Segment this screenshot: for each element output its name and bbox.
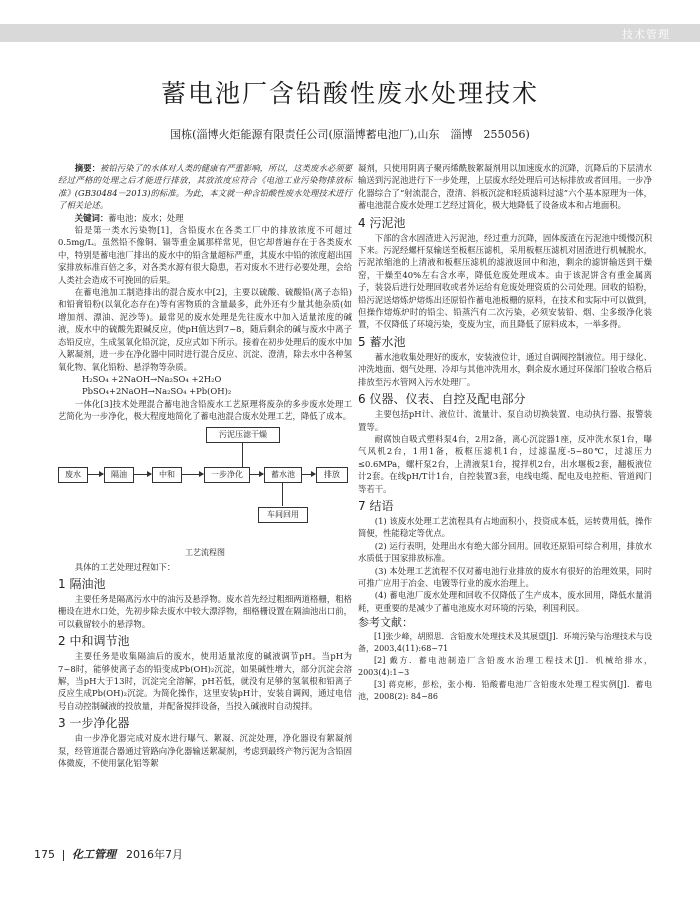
equation: H₂SO₄ +2NaOH→Na₂SO₄ +2H₂O <box>82 373 222 384</box>
reference-item: [1]张少峰，胡照思．含铅废水处理技术及其展望[J]．环境污染与治理技术与设备，2003,4(11):68~71 <box>358 631 652 653</box>
author-line: 国栋(淄博火炬能源有限责任公司(原淄博蓄电池厂),山东 淄博 255056) <box>170 128 530 141</box>
magazine-name: 化工管理 <box>72 848 116 861</box>
article-title: 蓄电池厂含铅酸性废水处理技术 <box>160 79 539 108</box>
equation: PbSO₄+2NaOH→Na₂SO₄ +Pb(OH)₂ <box>82 386 232 397</box>
flow-arrow <box>133 474 151 475</box>
keywords-label: 关键词： <box>74 212 109 223</box>
right-column <box>358 162 652 703</box>
flow-box-oil-sep: 隔油 <box>104 467 134 483</box>
reference-item: [3] 蒋克彬，彭松，张小梅．铅酸蓄电池厂含铅废水处理工程实例[J]．蓄电池，2008(2): 84~86 <box>358 679 652 701</box>
abstract <box>58 162 352 212</box>
section-heading: 2 中和调节池 <box>58 634 130 649</box>
flow-line <box>242 442 243 467</box>
process-flow-chart <box>58 425 352 575</box>
flow-line <box>282 482 283 506</box>
paragraph: 主要包括pH计、液位计、流量计、泵自动切换装置、电动执行器、报警装置等。 <box>358 409 652 432</box>
flow-arrow <box>249 474 263 475</box>
issue-date: 2016年7月 <box>126 848 183 861</box>
paragraph: 凝剂，只使用阴离子聚丙烯酰胺絮凝剂用以加速废水的沉降，沉降后的下层清水输送到污泥池进行下一步处理，上层废水经处理后可达标排放或者回用。一步净化器综合了“射流混合，澄清、斜板沉淀和轻质滤料过滤”六个基本原理为一体，蓄电池混合废水处理工艺经过简化，极大地降低了设备成本和占地面积。 <box>358 163 652 211</box>
section-heading: 3 一步净化器 <box>58 716 130 731</box>
paragraph: 主要任务是隔离污水中的油污及悬浮物。废水首先经过粗细两道格栅，粗格栅设在进水口处，先初步除去废水中较大漂浮物，细格栅设置在隔油池出口前，可以截留较小的悬浮物。 <box>58 593 352 629</box>
section-heading: 6 仪器、仪表、自控及配电部分 <box>358 392 526 407</box>
left-column <box>58 162 352 769</box>
header-band <box>0 24 700 42</box>
paragraph: (3) 本处理工艺流程不仅对蓄电池行业排放的废水有很好的治理效果，同时可推广应用于冶金、电镀等行业的废水治理上。 <box>358 565 652 588</box>
paragraph: 下部的含水固渣进入污泥池，经过重力沉降，固体废渣在污泥池中缓慢沉积下来。污泥经螺杆泵输送至板框压滤机，采用板框压滤机对固渣进行机械脱水，污泥浓缩池的上清液和板框压滤机的滤液返回中和池，剩余的滤饼输送到干燥窑，干燥至40%左右含水率，降低危废处理成本。由于该泥饼含有重金属离子，装袋后进行处理回收或者外运给有危废处理资质的公司处理。回收的铅粉，铅污泥送熔炼炉熔炼出还原铅作蓄电池板栅的原料，在技术和实际中可以做到，但操作熔炼炉时的铅尘、铅蒸汽有二次污染，必须安装铅、烟、尘多级净化装置，不仅降低了环境污染，变废为宝，而且降低了原料成本，一举多得。 <box>358 232 652 330</box>
section-heading: 7 结语 <box>358 498 394 513</box>
section-heading: 5 蓄水池 <box>358 334 406 349</box>
paragraph: (4) 蓄电池厂废水处理和回收不仅降低了生产成本，废水回用，降低水量消耗，更重要的是减少了蓄电池废水对环境的污染，利国利民。 <box>358 590 652 613</box>
footer-divider <box>63 850 64 861</box>
flow-arrow <box>87 474 103 475</box>
flow-box-reservoir: 蓄水池 <box>264 467 302 483</box>
paragraph: (1) 该废水处理工艺流程具有占地面积小，投资成本低，运转费用低，操作简便，性能稳定等优点。 <box>358 515 652 539</box>
paragraph: 主要任务是收集隔油后的废水，使用适量浓度的碱液调节pH。当pH为7~8时，能够使离子态的铅变成Pb(OH)₂沉淀，如果碱性增大，部分沉淀会溶解，当pH大于13时，沉淀完全溶解，pH若低，就没有足够的氢氧根和铅离子反应生成Pb(OH)₂沉淀。为简化操作，这里安装pH计，安装自调阀，通过电信号自动控制碱液的投放量，并配备搅拌设备，当投入碱液时自动搅拌。 <box>58 651 352 711</box>
section-label: 技术管理 <box>622 28 670 41</box>
paragraph: 铅是第一类水污染物[1]，含铅废水在各类工厂中的排放浓度不可超过0.5mg/L。虽然铅不像铜、镉等重金属那样常见，但它却普遍存在于各类废水中，特别是蓄电池厂排出的废水中的铅含量超标严重，其废水中铅的浓度超出国家排放标准百倍之多，对各类水源有很大隐患，若对废水不进行必要处理，会给人类社会造成不可挽回的后果。 <box>58 225 352 285</box>
abstract-text: 被铅污染了的水体对人类的健康有严重影响，所以，这类废水必须要经过严格的处理之后才能进行排放，其放浓度应符合《电池工业污染物排放标准》(GB30484－2013)的标准。为此，本文就一种含铅酸性废水处理技术进行了相关论述。 <box>58 163 352 211</box>
section-heading: 4 污泥池 <box>358 215 406 230</box>
paragraph: 蓄水池收集处理好的废水，安装液位计，通过自调阀控制液位。用于绿化、冲洗地面、烟气处理、冷却与其他冲洗用水，剩余废水通过环保部门验收合格后排放至污水管网入污水处理厂。 <box>358 351 652 387</box>
flow-box-sludge-press: 污泥压滤干燥 <box>206 427 280 443</box>
paragraph: 耐腐蚀自吸式塑料泵4台，2用2备，离心沉淀器1座，反冲洗水泵1台，曝气风机2台，1用1备，板框压滤机1台，过滤温度-5~80℃，过滤压力≤0.6MPa，螺杆泵2台，上清液泵1台，搅拌机2台，出水堰板2套，翻板液位计2套。在线pH/T计1台，自控装置3套，电线电缆、配电及电控柜、管道阀门等若干。 <box>358 433 652 494</box>
flow-box-wastewater: 废水 <box>58 467 88 483</box>
paragraph: 一体化[3]技术处理混合蓄电池含铅废水工艺原理将废杂的多步废水处理工艺简化为一步净化，极大程度地简化了蓄电池混合废水处理工艺，降低了成本。 <box>58 398 352 422</box>
keywords-text: 蓄电池；废水；处理 <box>108 212 184 223</box>
flow-box-neutralize: 中和 <box>152 467 182 483</box>
abstract-label: 摘要： <box>74 163 100 173</box>
paragraph: 具体的工艺处理过程如下： <box>74 561 176 572</box>
keywords <box>58 212 352 224</box>
page-footer <box>34 846 183 862</box>
flow-caption: 工艺流程图 <box>185 547 225 557</box>
flow-box-reuse: 车间回用 <box>258 507 308 523</box>
references-heading: 参考文献： <box>358 616 413 630</box>
flow-arrow <box>181 474 203 475</box>
flow-box-discharge: 排放 <box>316 467 348 483</box>
section-heading: 1 隔油池 <box>58 576 106 591</box>
flow-box-purifier: 一步净化 <box>204 467 250 483</box>
flow-arrow <box>301 474 315 475</box>
paragraph: 在蓄电池加工制造排出的混合废水中[2]，主要以硫酸、硫酸铅(离子态铅)和铅膏铅粉(以氧化态存在)等有害物质的含量最多，此外还有少量其他杂质(如增加剂、漂油、泥沙等)。最常见的废水处理是先往废水中加入适量浓度的碱液，废水中的硫酸先跟碱反应，使pH值达到7~8，随后剩余的碱与废水中离子态铅反应，生成氢氧化铅沉淀，反应式如下所示。接着在初步处理后的废水中加入絮凝剂，进一步在净化器中同时进行混合反应、沉淀、澄清，除去水中各种氢氧化物、氧化铅粉、悬浮物等杂质。 <box>58 287 352 372</box>
paragraph: (2) 运行表明，处理出水有绝大部分回用。回收还原铅可综合利用，排放水水质低于国家排放标准。 <box>358 540 652 564</box>
page-number: 175 <box>34 848 55 861</box>
reference-item: [2] 戴方．蓄电池制造厂含铅废水治理工程技术[J]．机械给排水，2003(4):1~3 <box>358 655 652 677</box>
paragraph: 由一步净化器完成对废水进行曝气、絮凝、沉淀处理，净化器设有絮凝剂泵，经管道混合器通过管路向净化器输送絮凝剂，考虑到最终产物污泥为含铅固体微废，不使用氯化铝等絮 <box>58 733 352 768</box>
